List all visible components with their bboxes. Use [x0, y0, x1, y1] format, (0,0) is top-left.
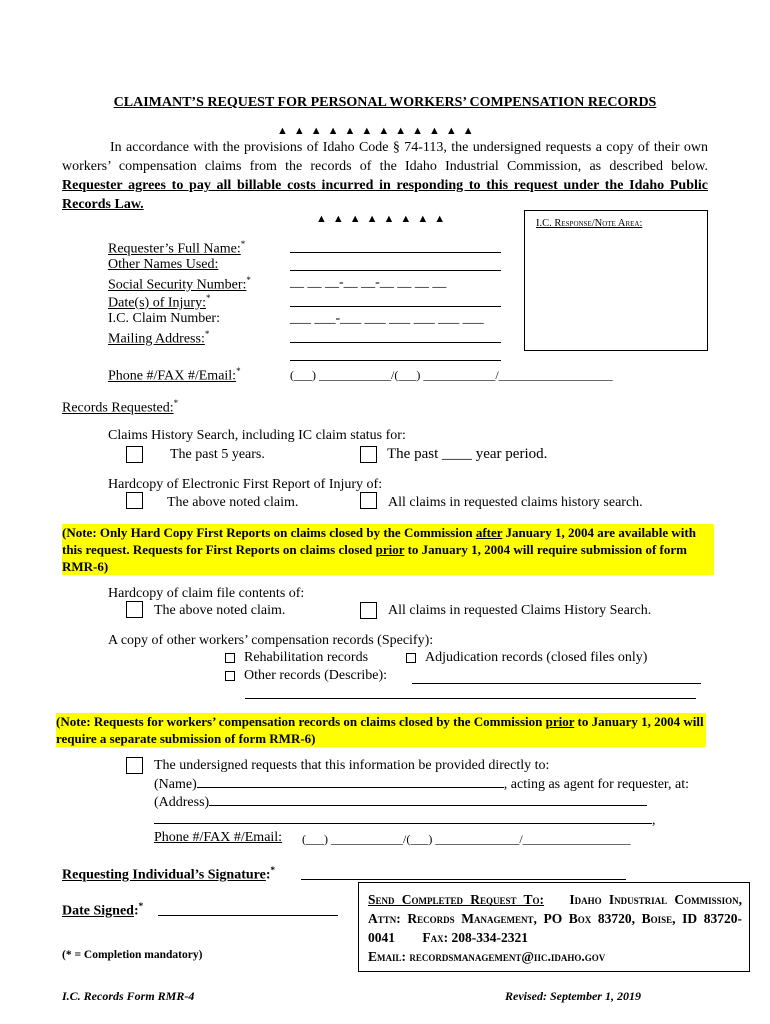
- full-name-field[interactable]: [290, 251, 501, 253]
- past-period-label: The past ____ year period.: [387, 446, 548, 462]
- note1-text-3: to January 1, 2004 will require submission of form RMR-6): [62, 542, 687, 574]
- note1-prior: prior: [375, 542, 405, 557]
- triangle-divider-2: ▲▲▲▲▲▲▲▲: [316, 213, 452, 225]
- agent-comma: ,: [652, 813, 656, 828]
- signature-colon: :: [265, 867, 271, 883]
- adjudication-label: Adjudication records (closed files only): [425, 650, 648, 665]
- required-marker: *: [246, 275, 251, 285]
- rehab-label: Rehabilitation records: [244, 650, 369, 665]
- ssn-field[interactable]: __ __ __-__ __-__ __ __ __: [290, 275, 447, 290]
- dates-injury-label: Date(s) of Injury:: [108, 295, 206, 311]
- first-report-heading: Hardcopy of Electronic First Report of Injury of:: [108, 477, 383, 492]
- first-report-all-label: All claims in requested claims history search.: [388, 495, 643, 510]
- claim-file-all-checkbox[interactable]: [360, 602, 377, 619]
- note2-text-1: (Note: Requests for workers’ compensation records on claims closed by the Commission: [56, 714, 546, 729]
- intro-text: In accordance with the provisions of Idaho Code § 74-113, the undersigned requests a copy of their own workers’ compensation claims from the records of the Idaho Industrial Commission, as described below.: [62, 140, 708, 174]
- send-to-text: [368, 890, 742, 966]
- date-signed-label: Date Signed: [62, 903, 134, 919]
- agent-address-field-2[interactable]: [154, 813, 652, 824]
- agent-acting-label: , acting as agent for requester, at:: [503, 777, 690, 792]
- agent-checkbox[interactable]: [126, 757, 143, 774]
- agent-name-label: (Name): [154, 777, 197, 792]
- required-marker: *: [138, 901, 144, 911]
- claim-file-claim-checkbox[interactable]: [126, 601, 143, 618]
- other-records-heading: A copy of other workers’ compensation records (Specify):: [108, 633, 434, 648]
- note1-text-1: (Note: Only Hard Copy First Reports on claims closed by the Commission: [62, 525, 476, 540]
- other-names-field[interactable]: [290, 269, 501, 271]
- claim-file-heading: Hardcopy of claim file contents of:: [108, 586, 305, 601]
- mailing-address-label: Mailing Address:: [108, 331, 205, 347]
- note-first-reports: [62, 524, 714, 575]
- date-signed-field[interactable]: [158, 914, 338, 916]
- full-name-label: Requester’s Full Name:: [108, 241, 241, 257]
- mailing-address-field-1[interactable]: [290, 341, 501, 343]
- send-label: Send Completed Request To:: [368, 892, 545, 907]
- mailing-address-field-2[interactable]: [290, 359, 501, 361]
- page-title: CLAIMANT’S REQUEST FOR PERSONAL WORKERS’ COMPENSATION RECORDS: [113, 95, 657, 110]
- required-marker: *: [204, 329, 210, 339]
- note1-text-2: January 1, 2004 are available with this request. Requests for First Reports on claims closed: [62, 525, 696, 557]
- send-email: Email: recordsmanagement@iic.idaho.gov: [368, 949, 606, 964]
- claims-history-heading: Claims History Search, including IC claim status for:: [108, 428, 406, 443]
- intro-bold-text: Requester agrees to pay all billable costs incurred in responding to this request under the Idaho Public Records Law.: [62, 178, 708, 212]
- triangle-divider: ▲▲▲▲▲▲▲▲▲▲▲▲: [277, 125, 480, 137]
- adjudication-checkbox[interactable]: [406, 653, 416, 663]
- first-report-claim-label: The above noted claim.: [167, 495, 299, 510]
- agent-address-field[interactable]: [209, 795, 647, 806]
- other-records-field-2[interactable]: [245, 697, 696, 699]
- required-marker: *: [205, 293, 211, 303]
- past-5-years-checkbox[interactable]: [126, 446, 143, 463]
- records-requested-label: Records Requested:: [62, 400, 174, 416]
- claim-number-label: I.C. Claim Number:: [108, 311, 220, 326]
- other-records-checkbox[interactable]: [225, 671, 235, 681]
- rehab-checkbox[interactable]: [225, 653, 235, 663]
- footer-form-id: I.C. Records Form RMR-4: [62, 989, 195, 1003]
- other-records-label: Other records (Describe):: [244, 668, 388, 683]
- other-names-label: Other Names Used:: [108, 257, 219, 272]
- phone-label: Phone #/FAX #/Email:: [108, 368, 237, 384]
- other-records-field-1[interactable]: [412, 682, 701, 684]
- signature-field[interactable]: [301, 878, 626, 880]
- completion-note: (* = Completion mandatory): [62, 949, 203, 961]
- dates-injury-field[interactable]: [290, 305, 501, 307]
- response-note-area: [524, 210, 708, 351]
- phone-field[interactable]: (___) ____________/(___) ____________/___________________: [290, 368, 613, 382]
- note1-after: after: [475, 525, 503, 540]
- footer-revised: Revised: September 1, 2019: [505, 989, 641, 1003]
- claim-number-field[interactable]: ___ ___-___ ___ ___ ___ ___ ___: [290, 311, 484, 326]
- note2-text-2: to January 1, 2004 will require a separate submission of form RMR-6): [56, 714, 704, 746]
- agent-name-field[interactable]: [197, 777, 504, 788]
- ssn-label: Social Security Number:: [108, 277, 247, 293]
- signature-label: Requesting Individual’s Signature: [62, 867, 266, 883]
- first-report-claim-checkbox[interactable]: [126, 492, 143, 509]
- required-marker: *: [240, 239, 246, 249]
- note2-prior: prior: [545, 714, 575, 729]
- send-address: Idaho Industrial Commission, Attn: Records Management, PO Box 83720, Boise, ID 83720-0041: [368, 892, 742, 945]
- claim-file-claim-label: The above noted claim.: [154, 603, 286, 618]
- response-note-label: I.C. Response/Note Area:: [536, 218, 643, 229]
- agent-line1: The undersigned requests that this information be provided directly to:: [154, 758, 550, 773]
- past-period-checkbox[interactable]: [360, 446, 377, 463]
- past-5-years-label: The past 5 years.: [170, 447, 265, 462]
- required-marker: *: [173, 398, 179, 408]
- required-marker: *: [270, 865, 276, 875]
- intro-paragraph: [62, 138, 708, 214]
- send-fax: Fax: 208-334-2321: [422, 930, 528, 945]
- date-signed-colon: :: [133, 903, 139, 919]
- agent-address-label: (Address): [154, 795, 210, 810]
- required-marker: *: [236, 366, 241, 376]
- claim-file-all-label: All claims in requested Claims History Search.: [388, 603, 652, 618]
- agent-phone-label: Phone #/FAX #/Email:: [154, 830, 283, 845]
- agent-phone-field[interactable]: (___) ____________/(___) ______________/__________________: [302, 832, 631, 846]
- first-report-all-checkbox[interactable]: [360, 492, 377, 509]
- note-other-records: [56, 713, 706, 747]
